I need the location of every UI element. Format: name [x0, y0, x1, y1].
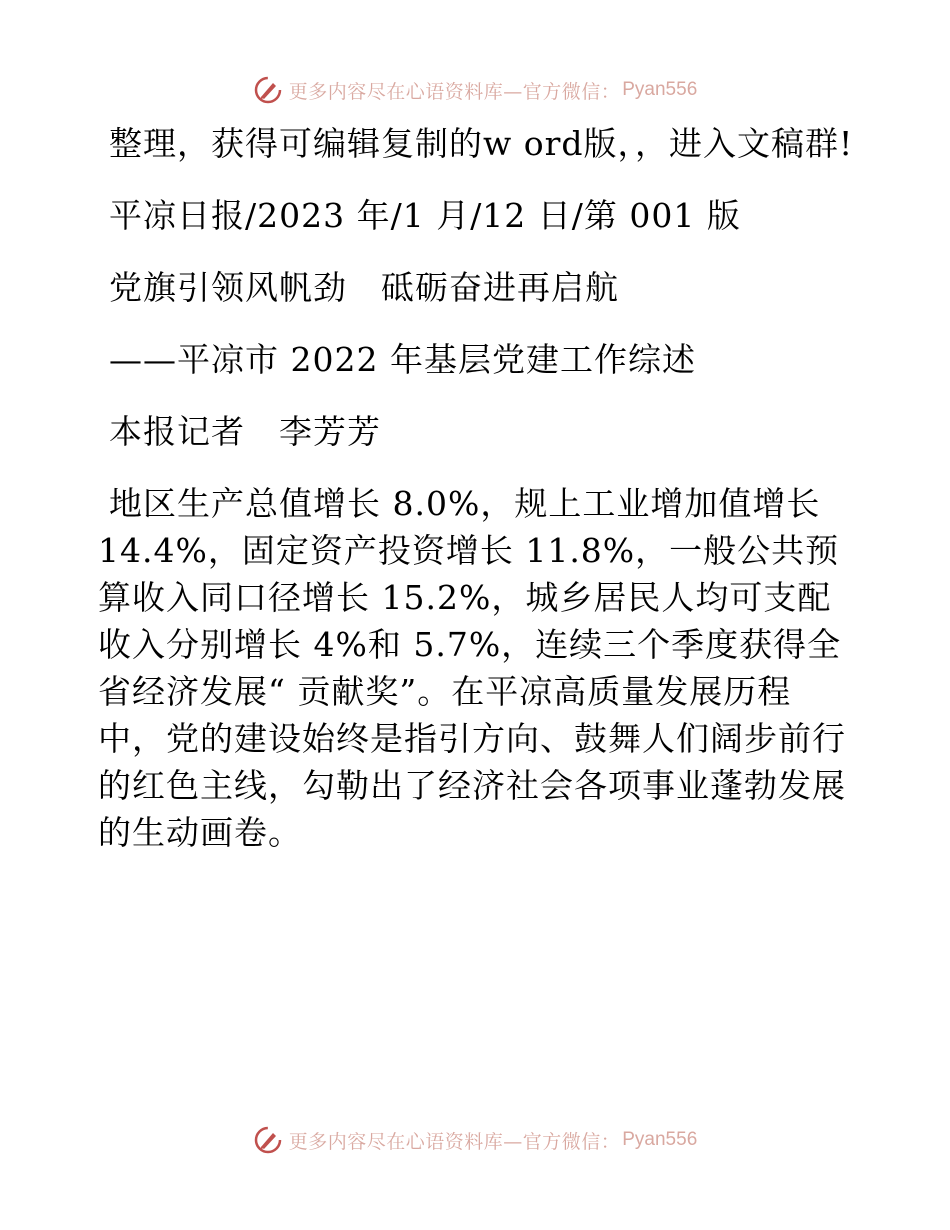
header-watermark-banner [0, 70, 950, 110]
footer-watermark-text: 更多内容尽在心语资料库—官方微信： [288, 1130, 621, 1153]
footer-watermark-id: Pyan556 [622, 1129, 698, 1150]
intro-paragraph: 整理，获得可编辑复制的w ord版，，进入文稿群! [109, 124, 854, 163]
headline: 党旗引领风帆劲 砥砺奋进再启航 [109, 268, 619, 307]
body-paragraph: 地区生产总值增长 8.0%，规上工业增加值增长 14.4%，固定资产投资增长 11.8%，一般公共预算收入同口径增长 15.2%，城乡居民人均可支配收入分别增长 4%和 5.7%，连续三个季度获得全省经济发展“ 贡献奖”。在平凉高质量发展历程中，党的建设始终是指引方向、鼓舞人们阔步前行的红色主线，勾勒出了经济社会各项事业蓬勃发展的生动画卷。 [98, 484, 846, 852]
header-watermark-text: 更多内容尽在心语资料库—官方微信： [288, 80, 621, 103]
pen-nib-logo-icon [253, 75, 283, 105]
document-body [98, 120, 858, 881]
byline: 本报记者 李芳芳 [109, 412, 381, 451]
source-line: 平凉日报/2023 年/1 月/12 日/第 001 版 [109, 196, 741, 235]
subheadline: ——平凉市 2022 年基层党建工作综述 [109, 340, 696, 379]
header-watermark-id: Pyan556 [622, 79, 698, 100]
footer-watermark-banner [0, 1120, 950, 1160]
pen-nib-logo-icon [253, 1125, 283, 1155]
